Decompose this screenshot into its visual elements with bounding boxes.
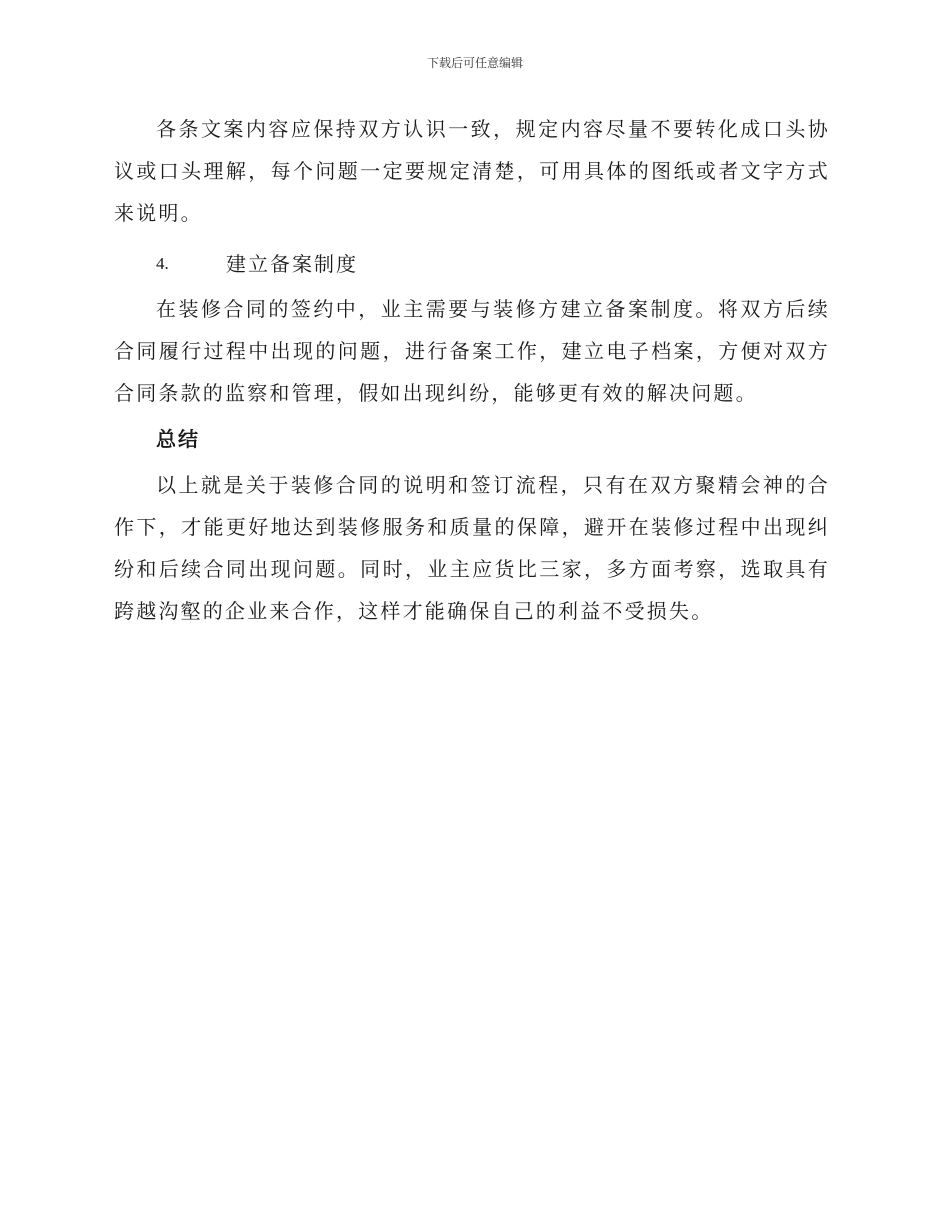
paragraph-contract-consistency: 各条文案内容应保持双方认识一致，规定内容尽量不要转化成口头协议或口头理解，每个问题一定要规定清楚，可用具体的图纸或者文字方式来说明。 — [114, 117, 830, 225]
summary-heading: 总结 — [156, 427, 200, 451]
paragraph-filing-system: 在装修合同的签约中，业主需要与装修方建立备案制度。将双方后续合同履行过程中出现的问题，进行备案工作，建立电子档案，方便对双方合同条款的监察和管理，假如出现纠纷，能够更有效的解决问题。 — [114, 297, 830, 405]
page-header: 下载后可任意编辑 — [426, 56, 523, 70]
document-body — [114, 108, 830, 632]
section-number: 4. — [156, 254, 169, 273]
section-heading-4 — [114, 246, 830, 282]
section-title: 建立备案制度 — [226, 252, 358, 276]
paragraph-summary: 以上就是关于装修合同的说明和签订流程，只有在双方聚精会神的合作下，才能更好地达到装修服务和质量的保障，避开在装修过程中出现纠纷和后续合同出现问题。同时，业主应货比三家，多方面考察，选取具有跨越沟壑的企业来合作，这样才能确保自己的利益不受损失。 — [114, 473, 830, 623]
